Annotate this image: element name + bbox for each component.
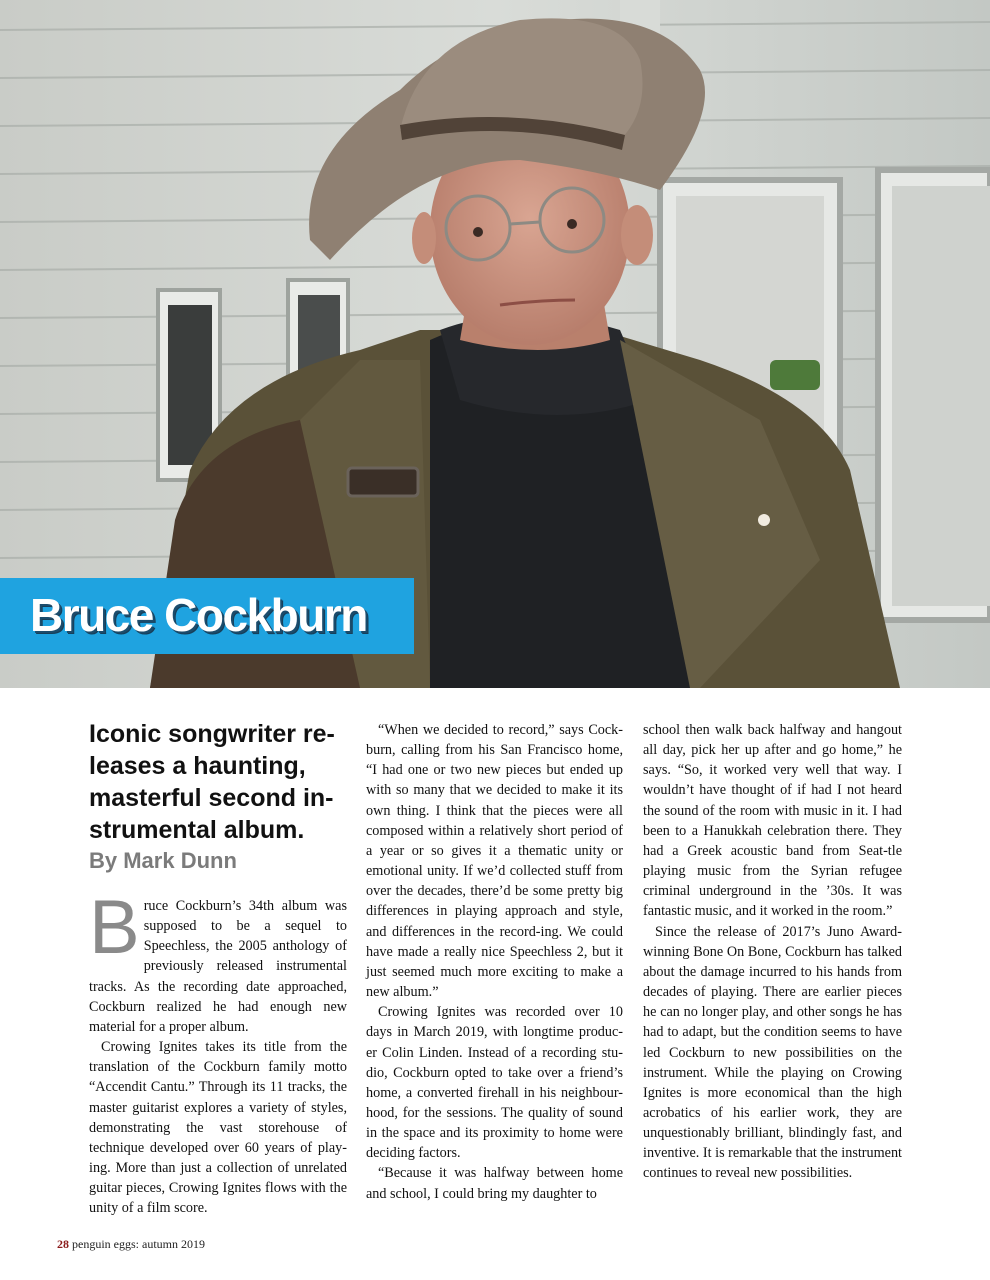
column-1 xyxy=(89,718,347,1219)
paragraph: ruce Cockburn’s 34th album was supposed to be a sequel to Speechless, the 2005 anthology of previously released instrumental tracks. As the recording date approached, Cockburn realized he had enough new material for a proper album. xyxy=(89,898,347,1035)
page-number: 28 xyxy=(57,1237,69,1251)
column-3 xyxy=(643,720,902,1184)
drop-cap: B xyxy=(89,885,140,970)
paragraph: Crowing Ignites takes its title from the translation of the Cockburn family motto “Accendit Cantu.” Through its 11 tracks, the master guitarist explores a variety of styles, demonstrating the vast storehouse of technique developed over 60 years of play-ing. More than just a collection of unrelated guitar pieces, Crowing Ignites flows with the unity of a film score. xyxy=(89,1039,347,1217)
page-footer xyxy=(57,1237,205,1252)
byline: By Mark Dunn xyxy=(89,848,237,873)
article-deck: Iconic songwriter re-leases a haunting, masterful second in-strumental album. xyxy=(89,720,335,844)
paragraph: “Because it was halfway between home and school, I could bring my daughter to xyxy=(366,1165,623,1202)
column-2 xyxy=(366,720,623,1204)
paragraph: Crowing Ignites was recorded over 10 days in March 2019, with longtime produc-er Colin Linden. Instead of a recording stu-dio, Cockburn opted to take over a friend’s home, a converted firehall in his neighbour-hood, for the sessions. The quality of sound in the space and its proximity to home were deciding factors. xyxy=(366,1004,623,1162)
footer-text: penguin eggs: autumn 2019 xyxy=(72,1237,205,1251)
paragraph: “When we decided to record,” says Cock-burn, calling from his San Francisco home, “I had one or two new pieces but ended up with so many that we decided to make it its own thing. I think that the pieces were all composed within a relatively short period of a year or so gives it a thematic unity or emotional unity. If we’d collected stuff from over the decades, there’d be some pretty big differences in playing approach and style, and differences in the record-ing. We could have made a really nice Speechless 2, but it just seemed much more exciting to make a new album.” xyxy=(366,722,623,1001)
article-title: Bruce Cockburn xyxy=(30,589,367,641)
paragraph: Since the release of 2017’s Juno Award-winning Bone On Bone, Cockburn has talked about the damage incurred to his hands from decades of playing. There are earlier pieces he can no longer play, and other songs he has had to adapt, but the condition seems to have led Cockburn to new possibilities on the instrument. While the playing on Crowing Ignites is more economical than the high acrobatics of his earlier work, they are unquestionably brilliant, blindingly fast, and inventive. It is remarkable that the instrument continues to reveal new possibilities. xyxy=(643,923,902,1182)
title-banner xyxy=(0,578,414,654)
paragraph: school then walk back halfway and hangout all day, pick her up after and go home,” he says. “So, it worked very well that way. I wouldn’t have thought of if had I not heard the sound of the room with music in it. I had been to a Hanukkah celebration there. They had a Greek acoustic band from Seat-tle playing music from the Syrian refugee criminal underground in the ’30s. It was fantastic music, and it worked in the room.” xyxy=(643,722,902,920)
